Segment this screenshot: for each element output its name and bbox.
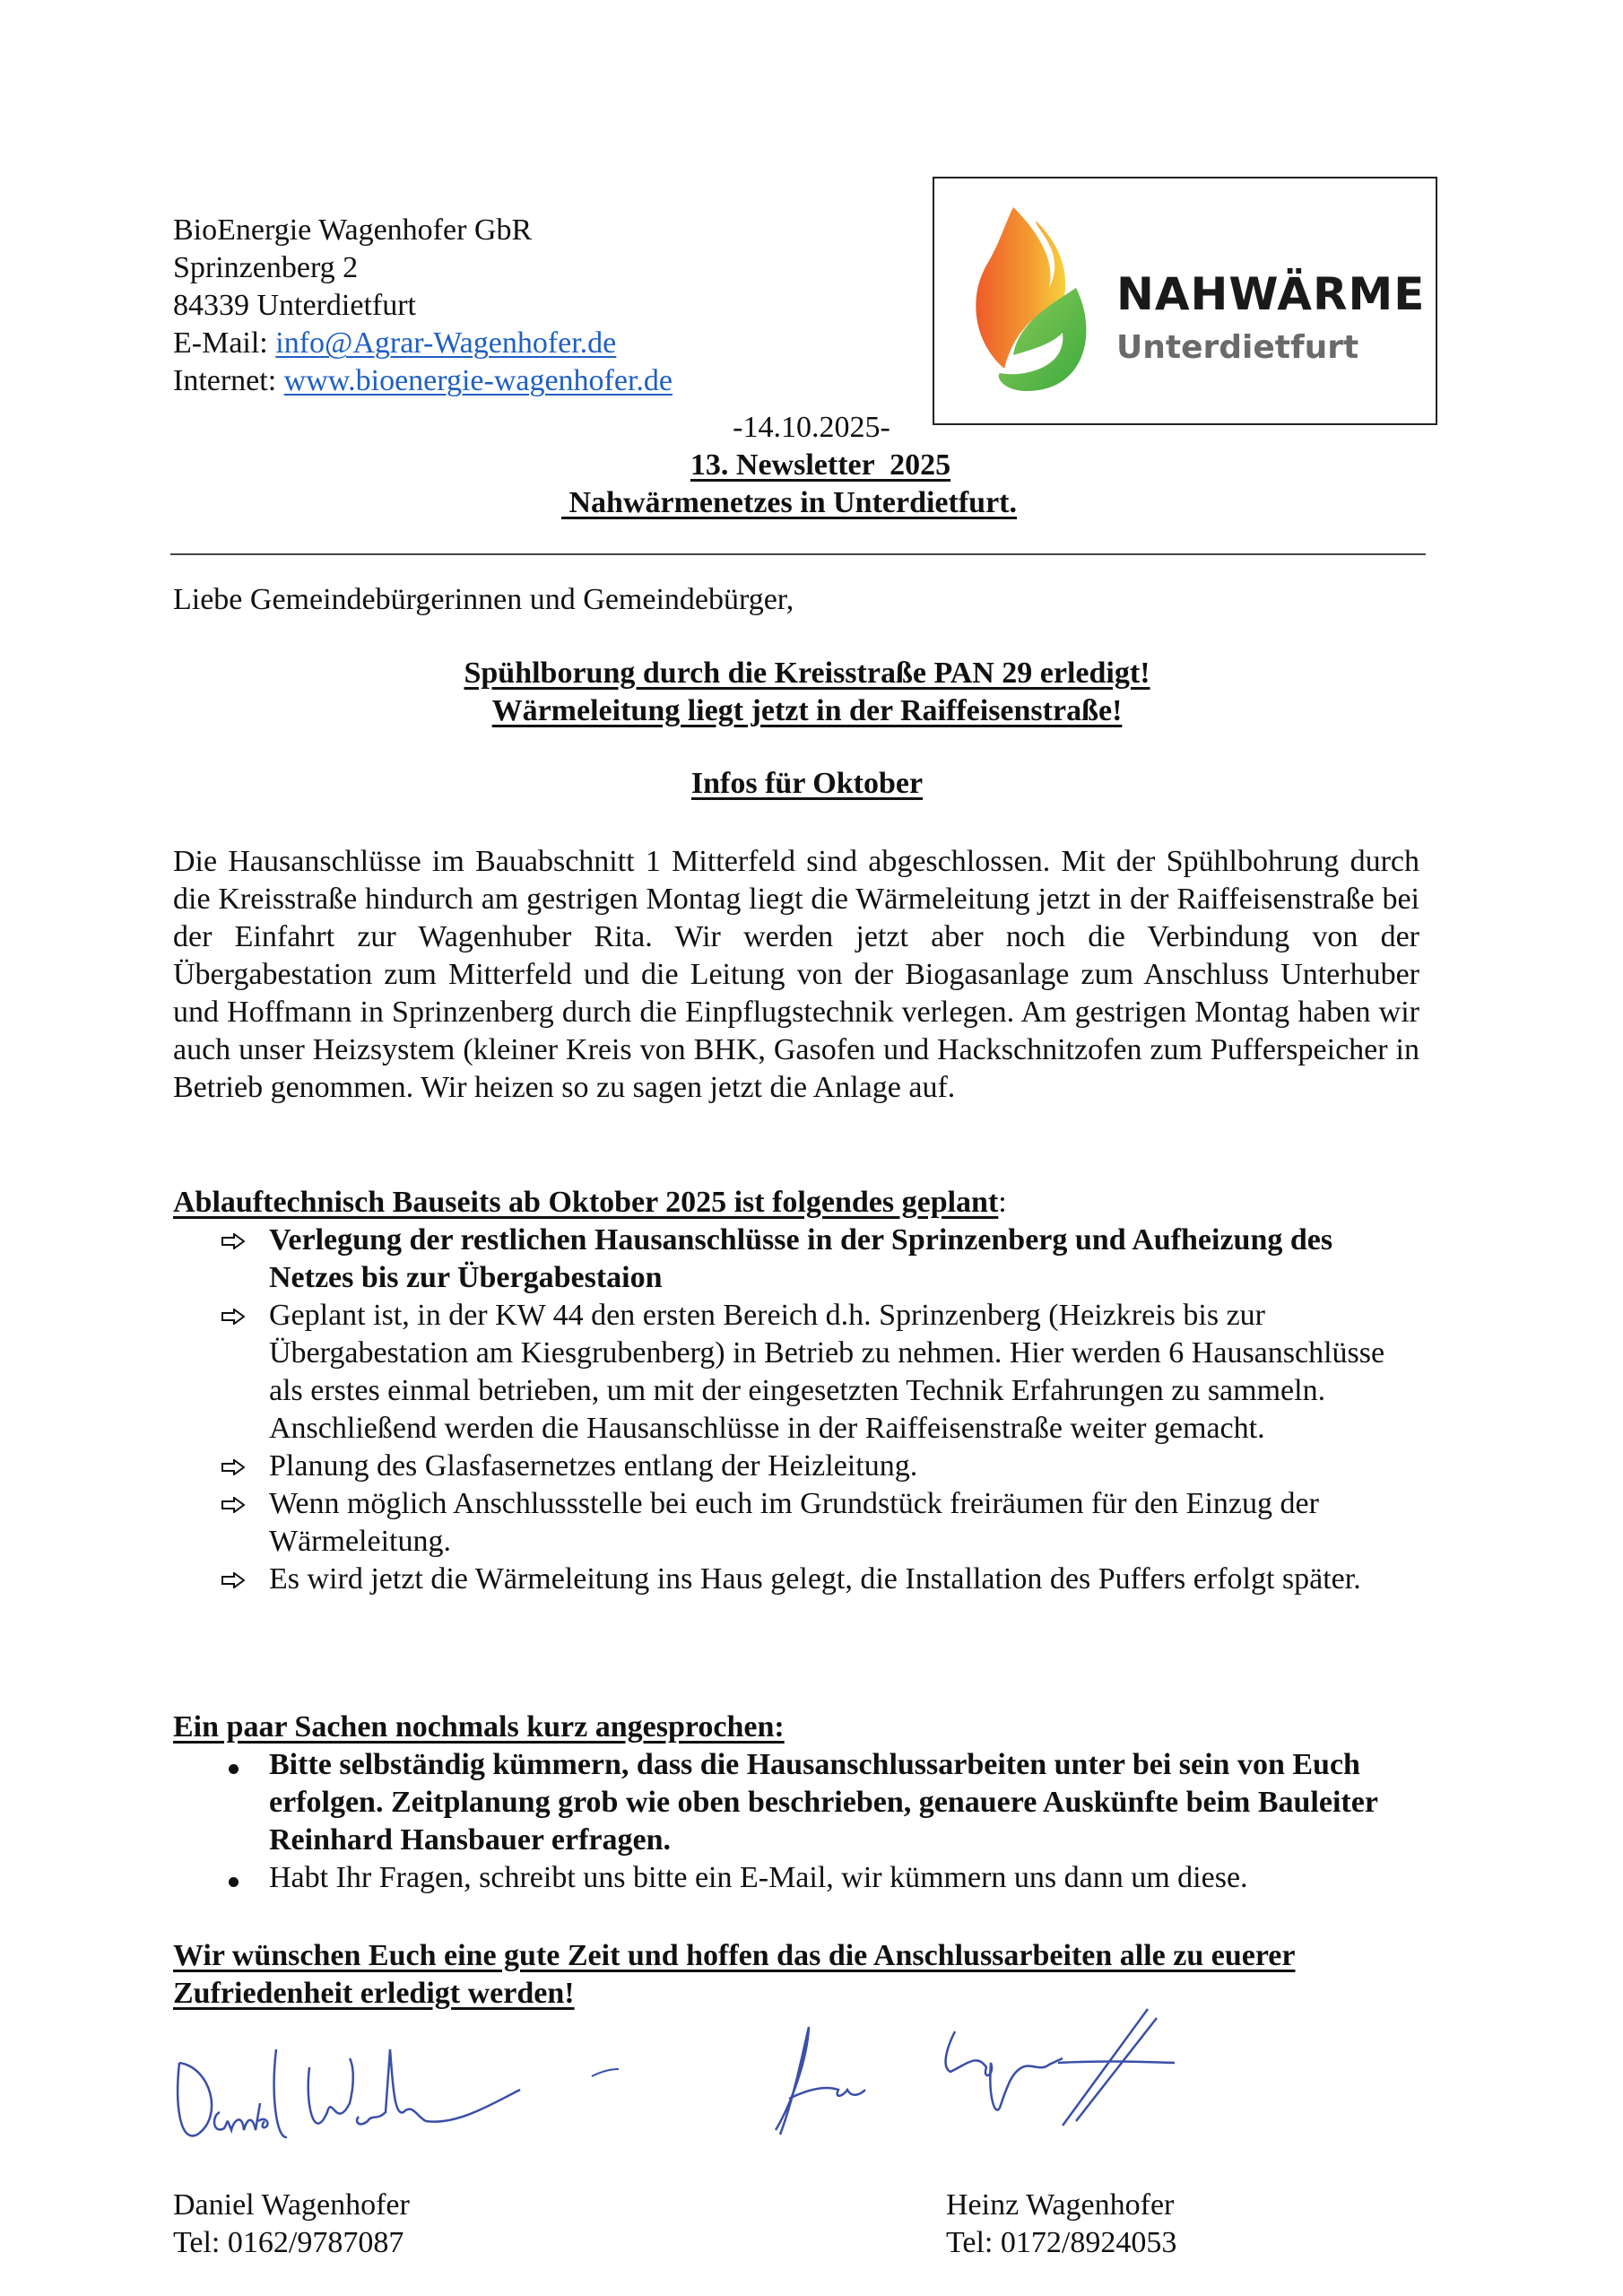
greeting: Liebe Gemeindebürgerinnen und Gemeindebürger, (173, 583, 794, 616)
street-address: Sprinzenberg 2 (173, 251, 359, 284)
intro-text: Die Hausanschlüsse im Bauabschnitt 1 Mitterfeld sind abgeschlossen. Mit der Spühlbohrung durch die Kreisstraße hindurch am gestrigen Montag liegt die Wärmeleitung jetzt in der Raiffeisenstraße bei der Einfahrt zur Wagenhuber Rita. Wir werden jetzt aber noch die Verbindung von der Übergabestation zum Mitterfeld und die Leitung von der Biogasanlage zum Anschluss Unterhuber und Hoffmann in Sprinzenberg durch die Einpflugstechnik verlegen. Am gestrigen Montag haben wir auch unser Heizsystem (kleiner Kreis von BHK, Gasofen und Hackschnitzofen zum Pufferspeicher in Betrieb genommen. Wir heizen so zu sagen jetzt die Anlage auf. (173, 845, 1419, 1104)
plan-heading (173, 1184, 1007, 1222)
arrow-right-outline-icon (215, 1485, 251, 1523)
arrow-right-outline-icon (215, 1448, 251, 1485)
headline-2-text: Wärmeleitung liegt jetzt in der Raiffeisenstraße! (491, 694, 1123, 727)
plan-item-text: Es wird jetzt die Wärmeleitung ins Haus gelegt, die Installation des Puffers erfolgt später. (269, 1562, 1361, 1596)
nahwaerme-logo (933, 177, 1437, 425)
plan-item (215, 1485, 1417, 1561)
plan-heading-suffix: : (998, 1186, 1007, 1219)
email-line (173, 325, 673, 362)
arrow-right-outline-icon (215, 1561, 251, 1598)
note-item-text: Habt Ihr Fragen, schreibt uns bitte ein E-Mail, wir kümmern uns dann um diese. (269, 1861, 1248, 1894)
headline-2 (269, 692, 1345, 730)
plan-item-text: Planung des Glasfasernetzes entlang der Heizleitung. (269, 1449, 918, 1483)
signatory-phone: Tel: 0162/9787087 (173, 2226, 404, 2259)
plan-list (215, 1222, 1417, 1598)
intro-paragraph (173, 843, 1419, 1107)
logo-subtitle: Unterdietfurt (1116, 329, 1359, 366)
notes-heading-text: Ein paar Sachen nochmals kurz angesprochen: (173, 1710, 785, 1744)
flame-leaf-icon (950, 198, 1112, 404)
plan-item (215, 1561, 1417, 1598)
note-item (215, 1746, 1417, 1859)
plan-item-text: Wenn möglich Anschlussstelle bei euch im Grundstück freiräumen für den Einzug der Wärmeleitung. (269, 1487, 1319, 1558)
website-label: Internet: (173, 364, 284, 397)
website-link[interactable]: www.bioenergie-wagenhofer.de (283, 364, 673, 397)
note-item-text: Bitte selbständig kümmern, dass die Hausanschlussarbeiten unter bei sein von Euch erfolgen. Zeitplanung grob wie oben beschrieben, genauere Auskünfte beim Bauleiter Reinhard Hansbauer erfragen. (269, 1748, 1378, 1857)
signature-daniel-icon (170, 2031, 673, 2148)
sender-address (173, 212, 673, 400)
signatory-heinz (946, 2187, 1176, 2262)
notes-list (215, 1746, 1417, 1897)
header-divider (170, 553, 1426, 555)
plan-item-extra: Anschließend werden die Hausanschlüsse in der Raiffeisenstraße weiter gemacht. (269, 1412, 1265, 1445)
plan-item (215, 1448, 1417, 1485)
closing-line-1: Wir wünschen Euch eine gute Zeit und hoffen das die Anschlussarbeiten alle zu euerer (173, 1939, 1296, 1972)
headline-1 (269, 655, 1345, 692)
signatory-daniel (173, 2187, 410, 2262)
section-heading-text: Infos für Oktober (690, 767, 924, 800)
bullet-icon (215, 1746, 251, 1784)
bullet-icon (215, 1859, 251, 1897)
email-label: E-Mail: (173, 326, 276, 360)
website-line (173, 362, 673, 400)
newsletter-date: -14.10.2025- (733, 411, 890, 444)
plan-item (215, 1297, 1417, 1448)
signatory-name: Heinz Wagenhofer (946, 2188, 1175, 2222)
note-item (215, 1859, 1417, 1897)
arrow-right-outline-icon (215, 1222, 251, 1259)
plan-heading-text: Ablauftechnisch Bauseits ab Oktober 2025 ist folgendes geplant (173, 1186, 999, 1219)
newsletter-subtitle: Nahwärmenetzes in Unterdietfurt. (561, 486, 1017, 519)
closing-line-2: Zufriedenheit erledigt werden! (173, 1977, 575, 2010)
signatory-phone: Tel: 0172/8924053 (946, 2226, 1177, 2259)
arrow-right-outline-icon (215, 1297, 251, 1335)
headline-1-text: Spühlborung durch die Kreisstraße PAN 29 erledigt! (464, 657, 1150, 690)
notes-heading (173, 1709, 785, 1746)
signature-heinz-icon (753, 2000, 1291, 2144)
logo-title: NAHWÄRME (1116, 268, 1426, 320)
company-name: BioEnergie Wagenhofer GbR (173, 213, 533, 247)
plan-item-text: Verlegung der restlichen Hausanschlüsse in der Sprinzenberg und Aufheizung des Netzes bis zur Übergabestaion (269, 1223, 1333, 1294)
newsletter-title: 13. Newsletter 2025 (690, 448, 951, 482)
email-link[interactable]: info@Agrar-Wagenhofer.de (275, 326, 617, 360)
signatory-name: Daniel Wagenhofer (173, 2188, 410, 2222)
plan-item (215, 1222, 1417, 1297)
city-address: 84339 Unterdietfurt (173, 289, 416, 322)
section-heading-october (269, 765, 1345, 803)
plan-item-text: Geplant ist, in der KW 44 den ersten Bereich d.h. Sprinzenberg (Heizkreis bis zur Übergabestation am Kiesgrubenberg) in Betrieb zu nehmen. Hier werden 6 Hausanschlüsse als erstes einmal betrieben, um mit der eingesetzten Technik Erfahrungen zu sammeln. (269, 1299, 1385, 1407)
